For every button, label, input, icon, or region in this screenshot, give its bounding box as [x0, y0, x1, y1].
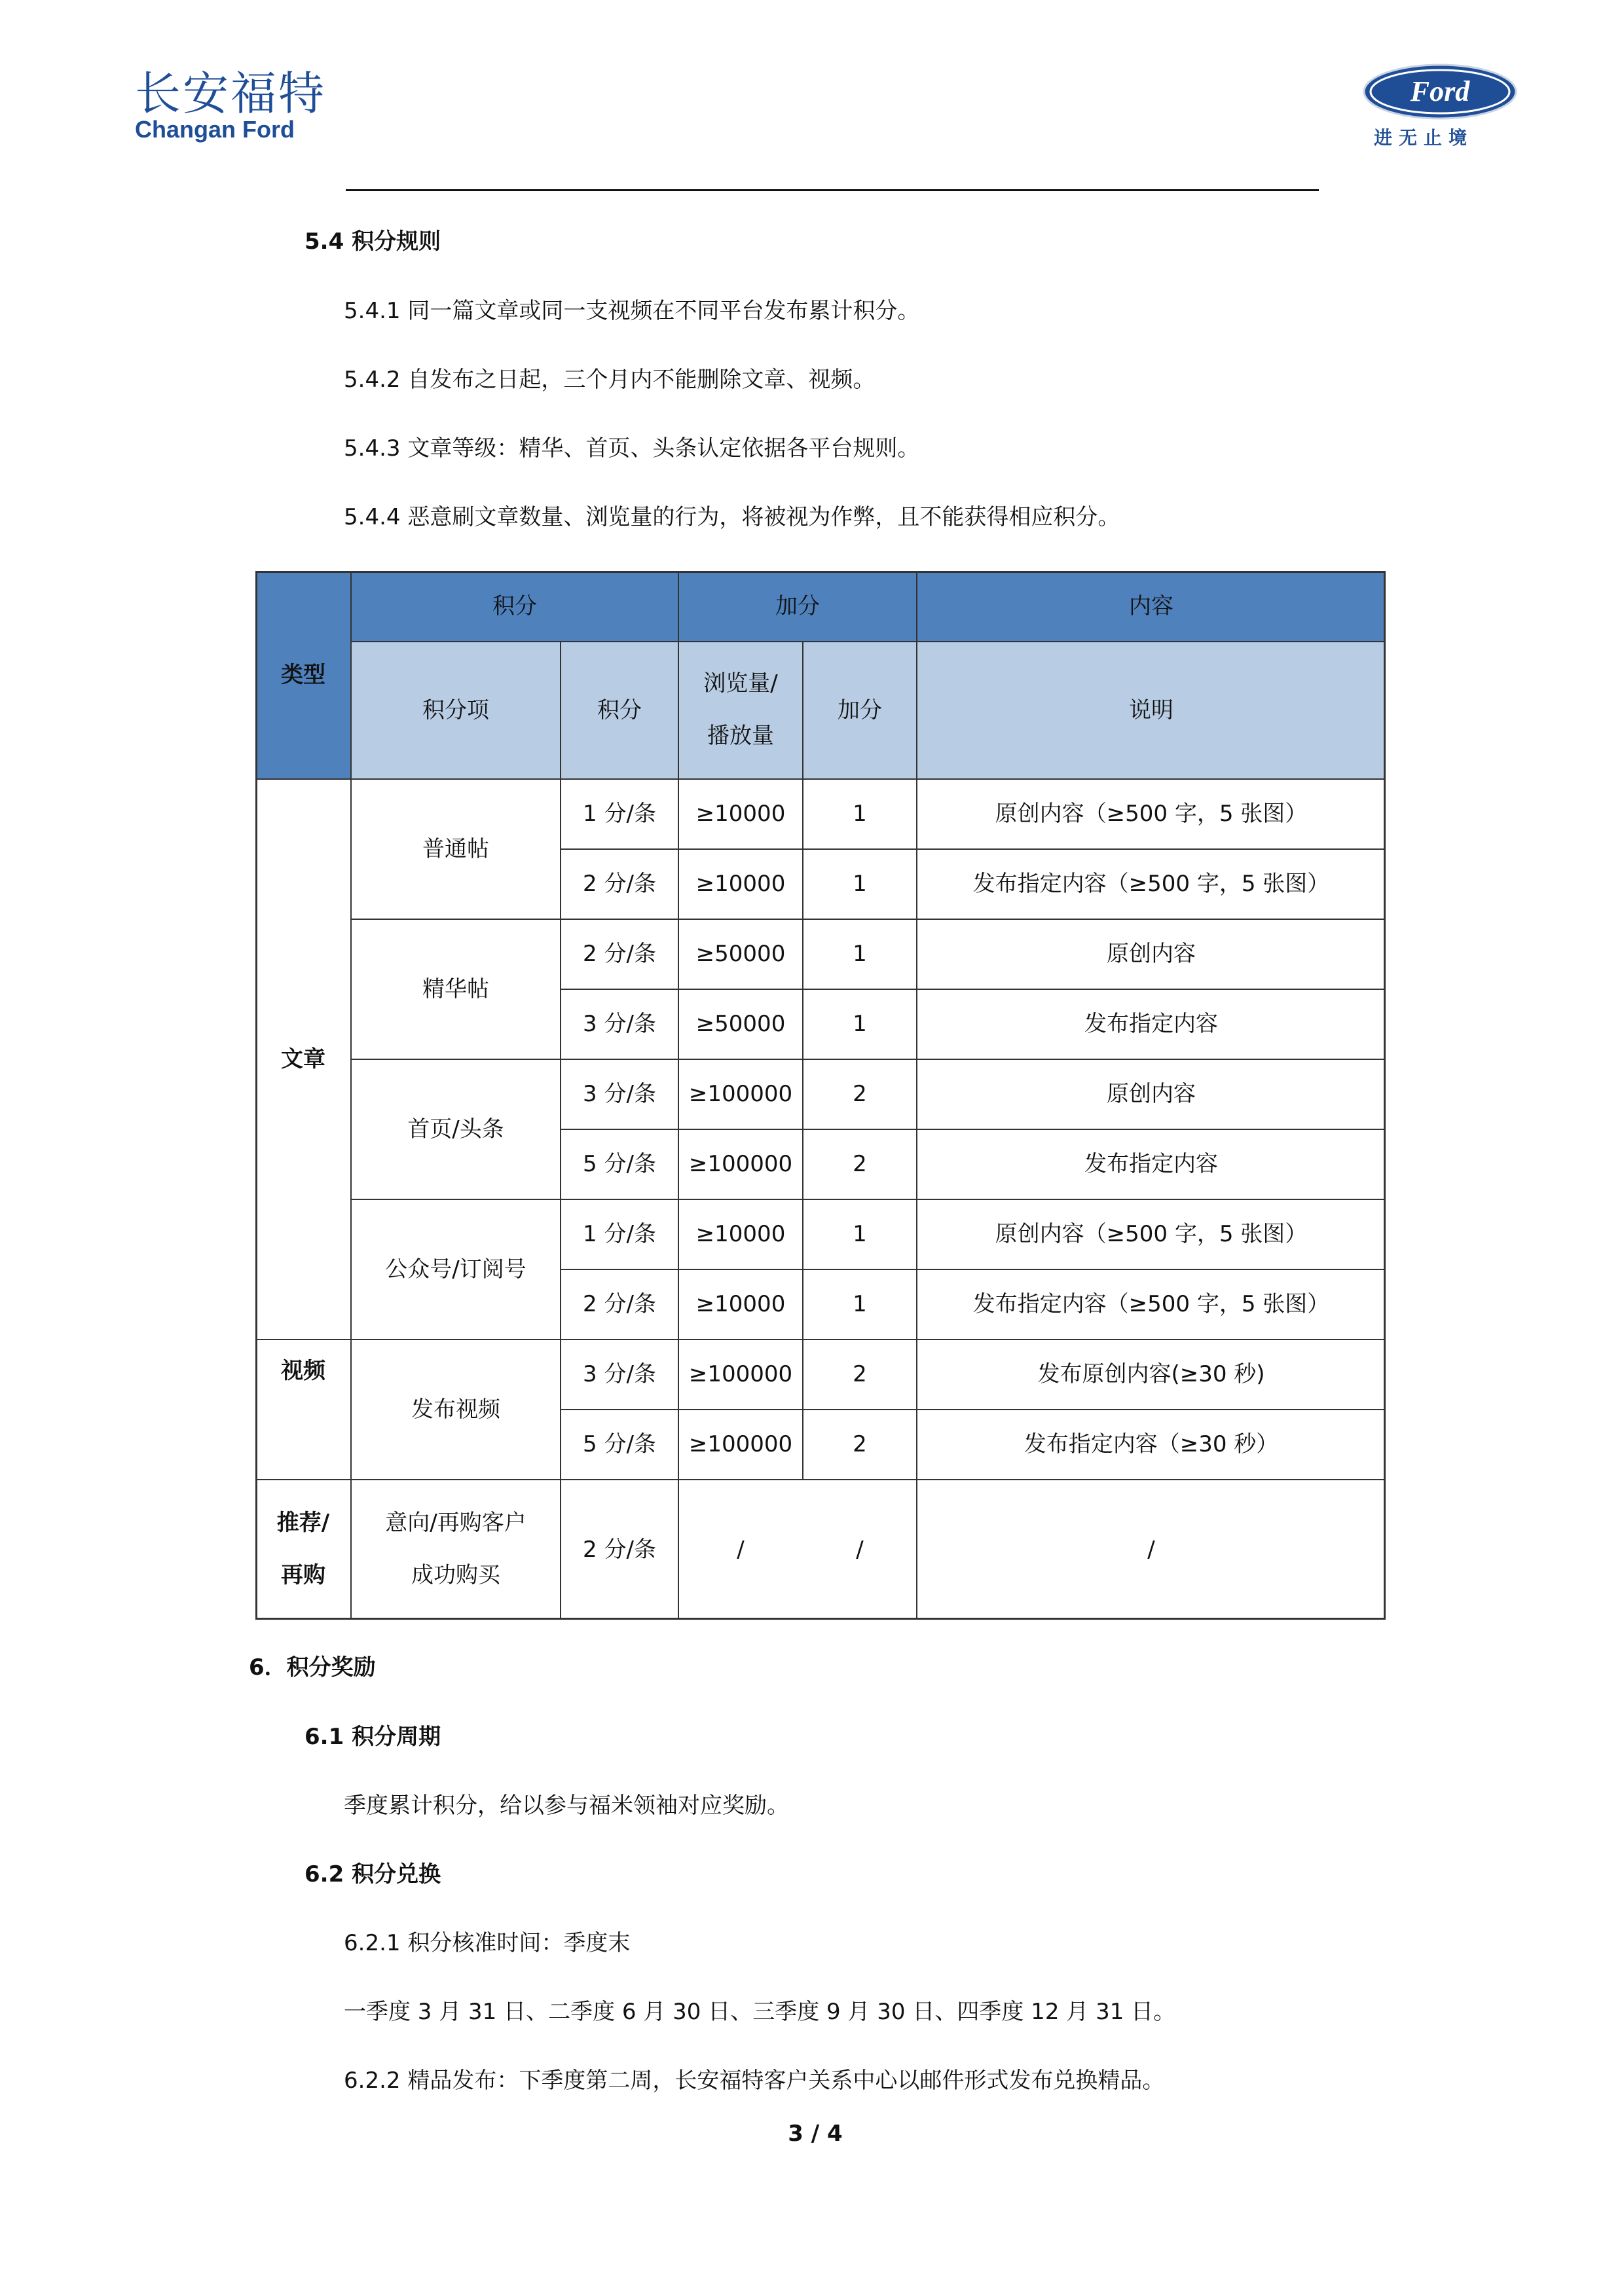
table-border: [255, 1618, 1386, 1620]
cell-views: ≥50000: [695, 1011, 786, 1038]
subheader-bonus-value: 加分: [803, 642, 917, 779]
header-points: 积分: [351, 571, 678, 642]
ford-slogan: 进无止境: [1374, 127, 1474, 149]
cell-description: 原创内容: [1107, 1081, 1196, 1108]
subheader-description: 说明: [917, 642, 1386, 779]
section-5-4-title: 5.4 积分规则: [304, 228, 441, 255]
rule-5-4-1: 5.4.1 同一篇文章或同一支视频在不同平台发布累计积分。: [344, 298, 920, 324]
changan-ford-logo-cn: 长安福特: [135, 67, 326, 120]
cell-description: 原创内容（≥500 字，5 张图）: [995, 801, 1308, 828]
header-content: 内容: [917, 571, 1386, 642]
table-border: [255, 571, 1386, 573]
points-table: [255, 571, 1386, 1620]
item-featured-post: 精华帖: [422, 975, 489, 1002]
cell-description: 原创内容: [1107, 941, 1196, 968]
cell-bonus: 2: [853, 1151, 867, 1178]
page-number: 3 / 4: [788, 2121, 843, 2147]
rule-6-2-1-dates: 一季度 3 月 31 日、二季度 6 月 30 日、三季度 9 月 30 日、四季度 12 月 31 日。: [344, 1999, 1176, 2025]
type-referral: 推荐/ 再购: [276, 1510, 330, 1588]
header-divider: [346, 189, 1319, 191]
cell-views: ≥100000: [688, 1151, 793, 1178]
cell-views: ≥50000: [695, 941, 786, 968]
cell-points: 1 分/条: [583, 801, 656, 828]
subheader-points-item: 积分项: [351, 642, 561, 779]
rule-6-2-2: 6.2.2 精品发布：下季度第二周，长安福特客户关系中心以邮件形式发布兑换精品。: [344, 2068, 1165, 2094]
cell-bonus: /: [856, 1536, 864, 1563]
table-border: [1384, 571, 1386, 1620]
cell-views: ≥10000: [695, 871, 786, 898]
cell-views: ≥10000: [695, 801, 786, 828]
cell-points: 3 分/条: [583, 1081, 656, 1108]
rule-6-2-1: 6.2.1 积分核准时间：季度末: [344, 1930, 631, 1956]
cell-bonus: 1: [853, 1221, 867, 1248]
table-grid-line: [561, 1269, 1386, 1270]
cell-description: 发布指定内容（≥500 字，5 张图）: [972, 871, 1330, 898]
table-grid-line: [255, 1479, 1386, 1480]
table-grid-line: [350, 571, 352, 1620]
table-grid-line: [351, 919, 1386, 920]
table-grid-line: [255, 778, 1386, 780]
header-bonus: 加分: [678, 571, 917, 642]
ford-logo-icon: [1362, 63, 1518, 120]
header-type: 类型: [255, 571, 351, 779]
cell-bonus: 1: [853, 941, 867, 968]
cell-bonus: 2: [853, 1361, 867, 1388]
table-grid-line: [561, 848, 1386, 850]
cell-points: 1 分/条: [583, 1221, 656, 1248]
table-border: [255, 571, 257, 1620]
type-video: 视频: [281, 1358, 325, 1384]
cell-bonus: 1: [853, 1011, 867, 1038]
table-grid-line: [351, 1059, 1386, 1060]
item-regular-post: 普通帖: [422, 835, 489, 862]
cell-views: ≥100000: [688, 1081, 793, 1108]
item-homepage-headline: 首页/头条: [407, 1116, 504, 1142]
item-publish-video: 发布视频: [411, 1396, 500, 1423]
rule-5-4-2: 5.4.2 自发布之日起，三个月内不能删除文章、视频。: [344, 367, 876, 393]
section-6-title: 6．积分奖励: [249, 1654, 376, 1681]
cell-views: ≥100000: [688, 1361, 793, 1388]
table-grid-line: [351, 1199, 1386, 1200]
cell-description: 发布原创内容(≥30 秒): [1037, 1361, 1265, 1388]
cell-description: 发布指定内容: [1084, 1151, 1218, 1178]
section-6-1-title: 6.1 积分周期: [304, 1724, 441, 1750]
cell-description: 发布指定内容（≥30 秒）: [1024, 1431, 1279, 1458]
cell-views: /: [737, 1536, 745, 1563]
table-grid-line: [561, 989, 1386, 990]
cell-points: 2 分/条: [583, 1536, 656, 1563]
ford-logo-text: Ford: [1410, 75, 1470, 107]
table-grid-line: [916, 571, 917, 1620]
rule-5-4-4: 5.4.4 恶意刷文章数量、浏览量的行为，将被视为作弊，且不能获得相应积分。: [344, 504, 1120, 530]
table-grid-line: [561, 1409, 1386, 1410]
cell-views: ≥10000: [695, 1291, 786, 1318]
cell-description: 发布指定内容: [1084, 1011, 1218, 1038]
rule-5-4-3: 5.4.3 文章等级：精华、首页、头条认定依据各平台规则。: [344, 435, 920, 462]
subheader-points-value: 积分: [561, 642, 678, 779]
section-6-2-title: 6.2 积分兑换: [304, 1861, 441, 1887]
cell-points: 5 分/条: [583, 1431, 656, 1458]
cell-points: 2 分/条: [583, 941, 656, 968]
subheader-views: 浏览量/ 播放量: [678, 642, 803, 779]
cell-description: 发布指定内容（≥500 字，5 张图）: [972, 1291, 1330, 1318]
cell-bonus: 1: [853, 801, 867, 828]
item-official-account: 公众号/订阅号: [385, 1256, 526, 1283]
table-grid-line: [255, 1339, 1386, 1340]
item-referral: 意向/再购客户 成功购买: [385, 1510, 526, 1588]
cell-views: ≥10000: [695, 1221, 786, 1248]
cell-description: 原创内容（≥500 字，5 张图）: [995, 1221, 1308, 1248]
cell-points: 2 分/条: [583, 1291, 656, 1318]
table-grid-line: [560, 642, 561, 1620]
cell-points: 3 分/条: [583, 1011, 656, 1038]
cell-points: 5 分/条: [583, 1151, 656, 1178]
table-grid-line: [351, 641, 1386, 642]
type-article: 文章: [281, 1046, 325, 1072]
table-grid-line: [678, 571, 679, 1620]
changan-ford-logo-en: Changan Ford: [135, 116, 295, 143]
cell-points: 3 分/条: [583, 1361, 656, 1388]
cell-bonus: 1: [853, 871, 867, 898]
table-grid-line: [561, 1129, 1386, 1130]
cell-bonus: 1: [853, 1291, 867, 1318]
cell-points: 2 分/条: [583, 871, 656, 898]
cell-bonus: 2: [853, 1431, 867, 1458]
cell-bonus: 2: [853, 1081, 867, 1108]
cell-description: /: [1147, 1536, 1155, 1563]
cell-views: ≥100000: [688, 1431, 793, 1458]
table-grid-line: [802, 642, 803, 1480]
section-6-1-text: 季度累计积分，给以参与福米领袖对应奖励。: [344, 1793, 789, 1819]
